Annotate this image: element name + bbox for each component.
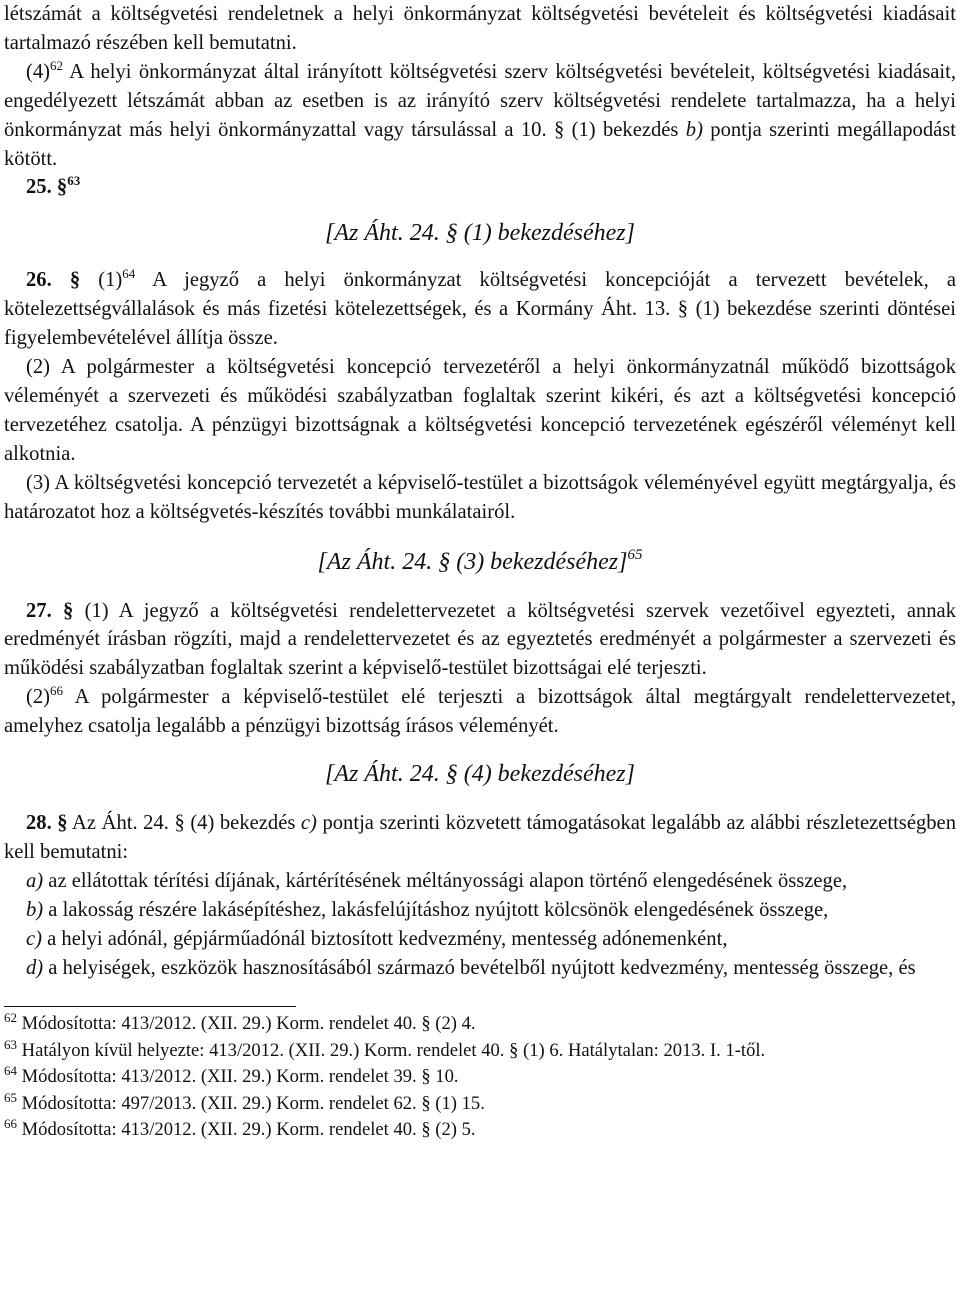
paragraph-text: pontja szerinti közvetett támogatásokat legalább az alábbi részletezettségben kell bemutatni: [4,812,956,863]
footnote-number: 62 [4,1010,17,1026]
footnote-number: 66 [4,1116,17,1132]
section-27-p2 [4,683,956,741]
footnote-ref[interactable]: 62 [50,57,64,73]
footnote [4,1117,956,1144]
paragraph-text: pontja szerinti megállapodást kötött. [4,118,956,170]
paragraph-text: (2) A polgármester a költségvetési koncepció tervezetéről a helyi önkormányzatnál működő bizottságok véleményét a szervezeti és működési szabályzatban foglaltak szerint kikéri, és azt a költségvetési koncepció tervezetéhez csatolja. A pénzügyi bizottságnak a költségvetési koncepció tervezetének egészéről véleményt kell alkotnia. [4,356,956,465]
footnote-number: 63 [4,1036,17,1052]
footnote-ref[interactable]: 65 [627,546,643,563]
section-number: 27. § [26,599,74,622]
paragraph-number: (1) [80,269,123,292]
footnote-ref[interactable]: 66 [50,683,64,699]
section-number: 28. § [26,812,68,835]
footnote [4,1011,956,1038]
section-heading [4,218,956,248]
footnote-number: 65 [4,1089,17,1105]
footnote-text: Hatályon kívül helyezte: 413/2012. (XII. 29.) Korm. rendelet 40. § (1) 6. Hatálytalan: 2013. I. 1-től. [17,1039,766,1061]
footnote-text: Módosította: 413/2012. (XII. 29.) Korm. rendelet 39. § 10. [17,1066,459,1088]
list-item-text: a lakosság részére lakásépítéshez, lakásfelújításhoz nyújtott kölcsönök elengedésének összege, [43,898,829,921]
footnote [4,1038,956,1065]
section-26-p1 [4,266,956,353]
list-item [4,867,956,896]
paragraph-text: A polgármester a képviselő-testület elé terjeszti a bizottságok által megtárgyalt rendelettervezetet, amelyhez csatolja legalább a pénzügyi bizottság írásos véleményét. [4,686,956,738]
paragraph-number: (4) [26,60,51,83]
footnote-text: Módosította: 413/2012. (XII. 29.) Korm. rendelet 40. § (2) 5. [17,1119,476,1141]
section-number: 26. § [26,269,81,292]
section-heading [4,759,956,789]
paragraph-text: létszámát a költségvetési rendeletnek a helyi önkormányzat költségvetési bevételeit és költségvetési kiadásait tartalmazó részében kell bemutatni. [4,3,956,54]
point-label: a) [26,869,44,892]
section-25 [4,173,956,202]
footnote-ref[interactable]: 64 [122,266,136,282]
list-item [4,925,956,954]
heading-text: [Az Áht. 24. § (4) bekezdéséhez] [325,761,635,788]
paragraph-continuation [4,0,956,58]
section-number: 25. § [26,176,68,199]
heading-text: [Az Áht. 24. § (3) bekezdéséhez] [317,548,628,575]
list-item-text: a helyi adónál, gépjárműadónál biztosított kedvezmény, mentesség adónemenként, [42,927,728,950]
paragraph-4 [4,58,956,174]
point-label: b) [26,898,44,921]
list-item-text: az ellátottak térítési díjának, kártérítésének méltányossági alapon történő elengedésének összege, [43,869,848,892]
footnote-divider [4,1006,296,1007]
section-27-p1 [4,597,956,684]
paragraph-text: Az Áht. 24. § (4) bekezdés [67,812,301,835]
footnote [4,1064,956,1091]
list-item [4,954,956,983]
point-label: d) [26,956,44,979]
footnote-text: Módosította: 497/2013. (XII. 29.) Korm. rendelet 62. § (1) 15. [17,1092,485,1114]
paragraph-text: (3) A költségvetési koncepció tervezetét a képviselő-testület a bizottságok véleményével együtt megtárgyalja, és határozatot hoz a költségvetés-készítés további munkálatairól. [4,471,956,523]
point-label: b) [685,118,703,141]
paragraph-text: (1) A jegyző a költségvetési rendelettervezetet a költségvetési szervek vezetőivel egyezteti, annak eredményét írásban rögzíti, majd a rendelettervezetet és az egyeztetés eredményét a polgármester a szervezeti és működési szabályzatban foglaltak szerint a képviselő-testület bizottságai elé terjeszti. [4,599,956,680]
heading-text: [Az Áht. 24. § (1) bekezdéséhez] [325,220,635,247]
point-label: c) [300,812,317,835]
list-item-text: a helyiségek, eszközök hasznosításából származó bevételből nyújtott kedvezmény, mentesség összege, és [43,956,916,979]
paragraph-number: (2) [26,686,51,709]
footnote [4,1091,956,1118]
section-28 [4,809,956,867]
point-label: c) [26,927,42,950]
paragraph-text: A helyi önkormányzat által irányított költségvetési szerv költségvetési bevételeit, költségvetési kiadásait, engedélyezett létszámát abban az esetben is az irányító szerv költségvetési rendelete tartalmazza, ha a helyi önkormányzat más helyi önkormányzattal vagy társulással a 10. § (1) bekezdés [4,60,956,141]
footnote-ref[interactable]: 63 [67,173,81,189]
section-26-p3 [4,469,956,527]
footnote-number: 64 [4,1063,17,1079]
section-heading [4,547,956,577]
list-item [4,896,956,925]
section-26-p2 [4,353,956,469]
footnote-text: Módosította: 413/2012. (XII. 29.) Korm. rendelet 40. § (2) 4. [17,1013,476,1035]
footnotes [4,1011,956,1144]
paragraph-text: A jegyző a helyi önkormányzat költségvetési koncepcióját a tervezett bevételek, a kötelezettségvállalások és más fizetési kötelezettségek, és a Kormány Áht. 13. § (1) bekezdése szerinti döntései figyelembevételével állítja össze. [4,269,957,350]
